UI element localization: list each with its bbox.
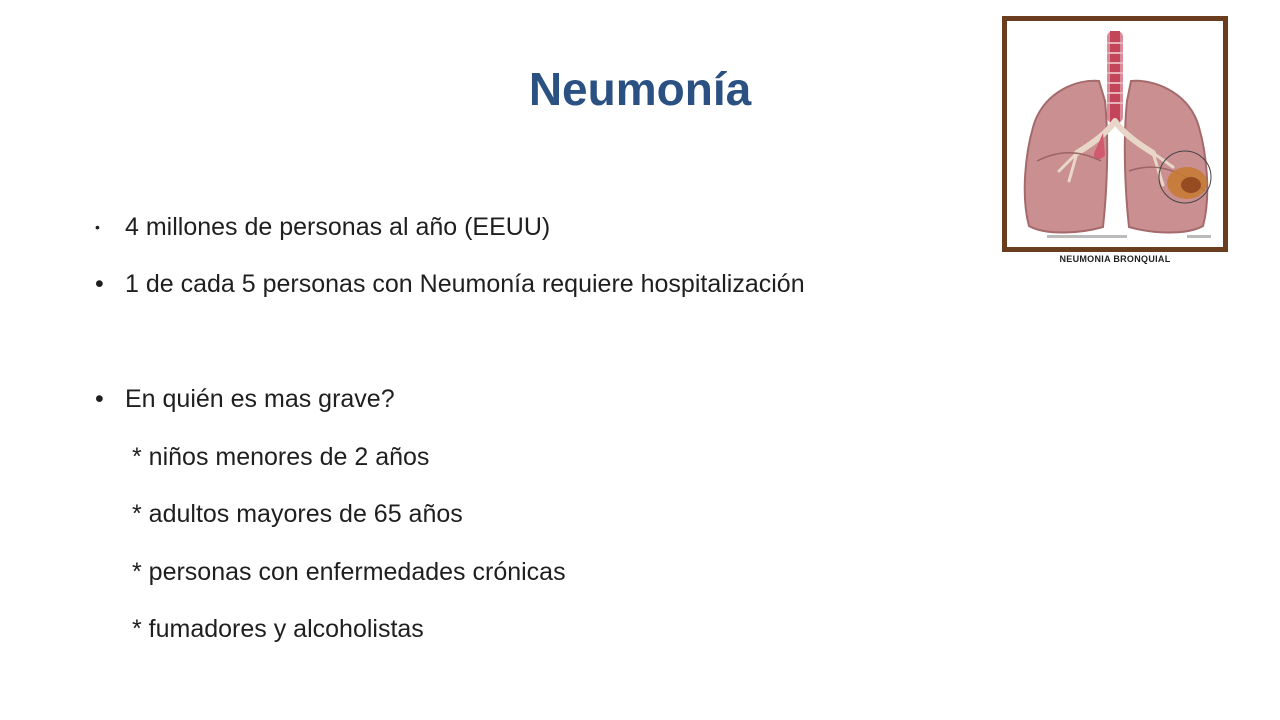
bullet-item (95, 384, 395, 414)
sub-list-item: * adultos mayores de 65 años (132, 500, 463, 528)
bullet-text: En quién es mas grave? (125, 385, 395, 413)
sub-list-item: * niños menores de 2 años (132, 443, 430, 471)
lungs-figure (1002, 16, 1228, 252)
sub-list-item: * personas con enfermedades crónicas (132, 558, 566, 586)
bullet-item (95, 269, 805, 299)
bullet-icon: • (95, 270, 104, 298)
bullet-text: 4 millones de personas al año (EEUU) (125, 213, 551, 241)
bullet-icon: • (95, 385, 104, 413)
figure-caption: NEUMONIA BRONQUIAL (1059, 254, 1171, 264)
bullet-text: 1 de cada 5 personas con Neumonía requiere hospitalización (125, 270, 805, 298)
lungs-icon (1007, 21, 1223, 247)
slide-title: Neumonía (528, 63, 752, 115)
sub-list-item: * fumadores y alcoholistas (132, 615, 424, 643)
bullet-item (95, 212, 550, 242)
bullet-icon: • (95, 219, 100, 235)
